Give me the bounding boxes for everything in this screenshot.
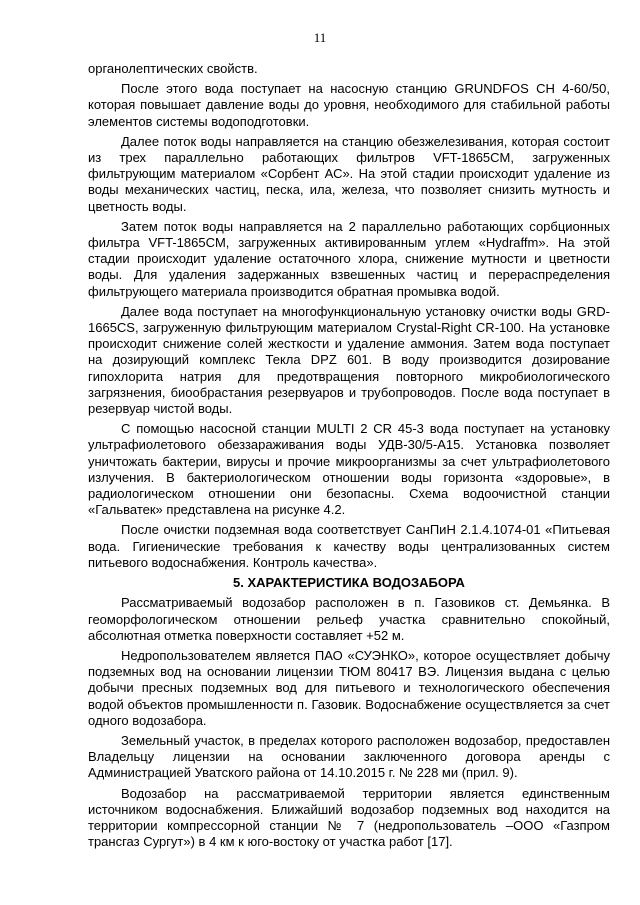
paragraph: После этого вода поступает на насосную станцию GRUNDFOS CH 4-60/50, которая повышает давление воды до уровня, необходимого для стабильной работы элементов системы водоподготовки. xyxy=(88,81,610,129)
paragraph: Недропользователем является ПАО «СУЭНКО», которое осуществляет добычу подземных вод на основании лицензии ТЮМ 80417 ВЭ. Лицензия выдана с целью добычи пресных подземных вод для питьевого и технологического обеспечения водой объектов промышленности п. Газовик. Водоснабжение осуществляется за счет одного водозабора. xyxy=(88,647,610,728)
paragraph: Рассматриваемый водозабор расположен в п. Газовиков ст. Демьянка. В геоморфологическом отношении рельеф участка сравнительно спокойный, абсолютная отметка поверхности составляет +52 м. xyxy=(88,595,610,643)
paragraph: Далее вода поступает на многофункциональную установку очистки воды GRD-1665CS, загруженную фильтрующим материалом Crystal-Right CR-100. На установке происходит снижение солей жесткости и удаление аммония. Затем вода поступает на дозирующий комплекс Текла DPZ 601. В воду производится дозирование гипохлорита натрия для предотвращения повторного микробиологического загрязнения, биообрастания резервуаров и трубопроводов. После вода поступает в резервуар чистой воды. xyxy=(88,303,610,417)
page-number: 11 xyxy=(313,30,327,45)
paragraph: После очистки подземная вода соответствует СанПиН 2.1.4.1074-01 «Питьевая вода. Гигиенические требования к качеству воды централизованных систем питьевого водоснабжения. Контроль качества». xyxy=(88,522,610,570)
paragraph: Далее поток воды направляется на станцию обезжелезивания, которая состоит из трех параллельно работающих фильтров VFT-1865CM, загруженных фильтрующим материалом «Сорбент АС». На этой стадии происходит удаление из воды механических частиц, песка, ила, железа, что позволяет снизить мутность и цветность воды. xyxy=(88,133,610,214)
paragraph: органолептических свойств. xyxy=(88,61,258,76)
section-heading: 5. ХАРАКТЕРИСТИКА ВОДОЗАБОРА xyxy=(233,575,465,591)
page-content xyxy=(88,61,610,854)
paragraph: Земельный участок, в пределах которого расположен водозабор, предоставлен Владельцу лицензии на основании заключенного договора аренды с Администрацией Уватского района от 14.10.2015 г. № 228 ми (прил. 9). xyxy=(88,732,610,781)
paragraph: Водозабор на рассматриваемой территории является единственным источником водоснабжения. Ближайший водозабор подземных вод находится на территории компрессорной станции № 7 (недропользователь –ООО «Газпром трансгаз Сургут») в 4 км к юго-востоку от участка работ [17]. xyxy=(88,785,610,850)
paragraph: Затем поток воды направляется на 2 параллельно работающих сорбционных фильтра VFT-1865CM, загруженных активированным углем «Hydraffm». На этой стадии происходит удаление остаточного хлора, снижение мутности и цветности воды. Для удаления задержанных взвешенных частиц и перераспределения фильтрующего материала производится обратная промывка водой. xyxy=(88,218,610,299)
paragraph: С помощью насосной станции MULTI 2 CR 45-3 вода поступает на установку ультрафиолетового обеззараживания воды УДВ-30/5-А15. Установка позволяет уничтожать бактерии, вирусы и прочие микроорганизмы за счет ультрафиолетового излучения. В бактериологическом отношении воды горизонта «здоровые», в радиологическом отношении они безопасны. Схема водоочистной станции «Гальватек» представлена на рисунке 4.2. xyxy=(88,421,610,518)
